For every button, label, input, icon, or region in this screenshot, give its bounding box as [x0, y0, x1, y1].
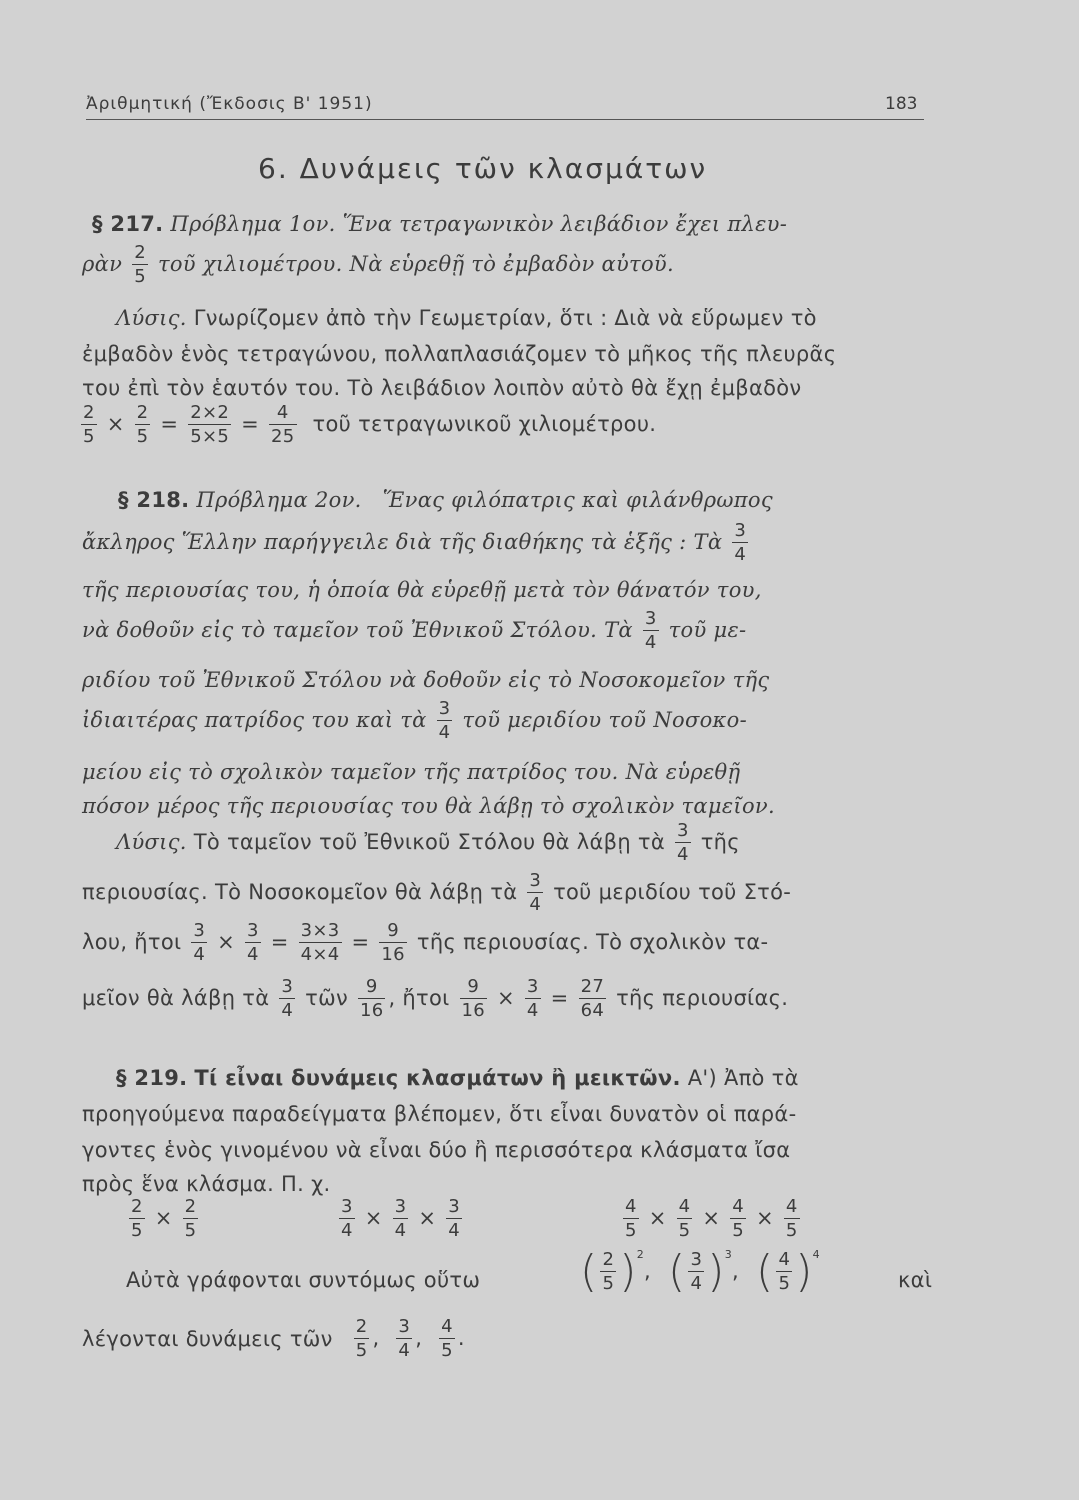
- fraction: $\frac{3}{4}$: [676, 820, 689, 865]
- running-header: Ἀριθμητική (Ἔκδοσις Β' 1951): [86, 94, 373, 114]
- fraction: $\frac{9}{16}$: [359, 976, 384, 1021]
- section-218-solution-4: μεῖον θὰ λάβῃ τὰ $\frac{3}{4}$ τῶν $\frac{9}{16}$ , ἤτοι $\frac{9}{16}$ × $\frac{3}{4}$ = $\frac{27}{64}$ τῆς περιουσίας.: [82, 976, 789, 1021]
- fraction: $\frac{3}{4}$: [193, 920, 206, 965]
- header-rule: [86, 119, 924, 120]
- fraction: $\frac{3}{4}$: [644, 608, 657, 653]
- fraction: $\frac{27}{64}$: [580, 976, 605, 1021]
- section-218-solution-3: λου, ἤτοι $\frac{3}{4}$ × $\frac{3}{4}$ = $\frac{3\times 3}{4\times 4}$ = $\frac{9}{16}$ τῆς περιουσίας. Τὸ σχολικὸν τα-: [82, 920, 769, 965]
- section-218-line-7: μείου εἰς τὸ σχολικὸν ταμεῖον τῆς πατρίδος του. Νὰ εὑρεθῇ: [82, 760, 741, 784]
- section-217-solution-3: του ἐπὶ τὸν ἑαυτόν του. Τὸ λειβάδιον λοιπὸν αὐτὸ θὰ ἔχῃ ἐμβαδὸν: [82, 376, 802, 400]
- fraction: $\frac{9}{16}$: [461, 976, 486, 1021]
- power-expressions: ( $\frac{2}{5}$ )$^2$, ( $\frac{3}{4}$ )$^3$, ( $\frac{4}{5}$ )$^4$: [580, 1246, 820, 1297]
- section-219-line-2: προηγούμενα παραδείγματα βλέπομεν, ὅτι εἶναι δυνατὸν οἱ παρά-: [82, 1102, 797, 1126]
- section-218-line-1: § 218. Πρόβλημα 2ον. Ἕνας φιλόπατρις καὶ φιλάνθρωπος: [118, 488, 773, 512]
- section-218-line-8: πόσον μέρος τῆς περιουσίας του θὰ λάβῃ τὸ σχολικὸν ταμεῖον.: [82, 794, 775, 818]
- section-number: § 217.: [92, 212, 164, 236]
- fraction: $\frac{2}{5}$: [83, 402, 95, 447]
- example-product-3: $\frac{4}{5}$ × $\frac{4}{5}$ × $\frac{4}{5}$ × $\frac{4}{5}$: [625, 1196, 798, 1241]
- section-217-solution-1: Λύσις. Γνωρίζομεν ἀπὸ τὴν Γεωμετρίαν, ὅτι : Διὰ νὰ εὕρωμεν τὸ: [116, 306, 817, 330]
- section-218-solution-1: Λύσις. Τὸ ταμεῖον τοῦ Ἐθνικοῦ Στόλου θὰ λάβῃ τὰ $\frac{3}{4}$ τῆς: [116, 820, 740, 865]
- problem-label: Πρόβλημα 2ον.: [196, 488, 362, 512]
- section-218-line-5: ριδίου τοῦ Ἐθνικοῦ Στόλου νὰ δοθοῦν εἰς τὸ Νοσοκομεῖον τῆς: [82, 668, 770, 692]
- solution-label: Λύσις.: [116, 306, 187, 330]
- chapter-title: 6. Δυνάμεις τῶν κλασμάτων: [258, 152, 708, 185]
- fraction: $\frac{4}{25}$: [271, 402, 295, 447]
- section-217-line-1: [92, 212, 787, 236]
- section-218-line-2: ἄκληρος Ἕλλην παρήγγειλε διὰ τῆς διαθήκης τὰ ἑξῆς : Τὰ $\frac{3}{4}$: [82, 520, 747, 565]
- problem-label: Πρόβλημα 1ον.: [170, 212, 336, 236]
- section-number: § 219.: [116, 1066, 188, 1090]
- fraction: $\frac{3}{4}$: [438, 698, 451, 743]
- exponent: 2: [636, 1248, 645, 1261]
- section-219-line-5: Αὐτὰ γράφονται συντόμως οὕτω: [126, 1268, 481, 1292]
- fraction: $\frac{2}{5}$: [134, 242, 146, 287]
- exponent: 3: [724, 1248, 732, 1261]
- section-219-line-4: πρὸς ἕνα κλάσμα. Π. χ.: [82, 1172, 331, 1196]
- section-219-line-3: γοντες ἑνὸς γινομένου νὰ εἶναι δύο ἢ περισσότερα κλάσματα ἴσα: [82, 1138, 791, 1162]
- solution-label: Λύσις.: [116, 830, 187, 854]
- section-218-line-6: ἰδιαιτέρας πατρίδος του καὶ τὰ $\frac{3}{4}$ τοῦ μεριδίου τοῦ Νοσοκο-: [82, 698, 747, 743]
- example-product-2: $\frac{3}{4}$ × $\frac{3}{4}$ × $\frac{3}{4}$: [341, 1196, 461, 1241]
- fraction: $\frac{3\times 3}{4\times 4}$: [300, 920, 340, 965]
- fraction: $\frac{3}{4}$: [281, 976, 294, 1021]
- section-219-line-6: λέγονται δυνάμεις τῶν $\frac{2}{5}$ , $\frac{3}{4}$ , $\frac{4}{5}$ .: [82, 1316, 465, 1361]
- fraction: $\frac{3}{4}$: [734, 520, 747, 565]
- section-217-solution-2: ἐμβαδὸν ἑνὸς τετραγώνου, πολλαπλασιάζομεν τὸ μῆκος τῆς πλευρᾶς: [82, 342, 837, 366]
- page-number: 183: [885, 94, 918, 114]
- section-218-line-4: νὰ δοθοῦν εἰς τὸ ταμεῖον τοῦ Ἐθνικοῦ Στόλου. Τὰ $\frac{3}{4}$ τοῦ με-: [82, 608, 747, 653]
- fraction: $\frac{9}{16}$: [381, 920, 405, 965]
- fraction: $\frac{3}{4}$: [529, 870, 542, 915]
- example-product-1: $\frac{2}{5}$ × $\frac{2}{5}$: [131, 1196, 197, 1241]
- section-219-line-5-end: καὶ: [898, 1268, 933, 1292]
- fraction: $\frac{3}{4}$: [526, 976, 539, 1021]
- section-219-line-1: § 219. Τί εἶναι δυνάμεις κλασμάτων ἢ μεικτῶν. Α') Ἀπὸ τὰ: [116, 1066, 799, 1090]
- fraction: $\frac{2}{5}$: [136, 402, 149, 447]
- fraction: $\frac{2\times 2}{5\times 5}$: [190, 402, 230, 447]
- section-number: § 218.: [118, 488, 190, 512]
- section-217-equation: $\frac{2}{5}$ × $\frac{2}{5}$ = $\frac{2\times 2}{5\times 5}$ = $\frac{4}{25}$ τοῦ τετραγωνικοῦ χιλιομέτρου.: [83, 402, 657, 447]
- section-218-line-3: τῆς περιουσίας του, ἡ ὁποία θὰ εὑρεθῇ μετὰ τὸν θάνατόν του,: [82, 578, 762, 602]
- exponent: 4: [812, 1248, 820, 1261]
- section-218-solution-2: περιουσίας. Τὸ Νοσοκομεῖον θὰ λάβῃ τὰ $\frac{3}{4}$ τοῦ μεριδίου τοῦ Στό-: [82, 870, 792, 915]
- problem-text: Ἕνα τετραγωνικὸν λειβάδιον ἔχει πλευ-: [342, 212, 788, 236]
- fraction: $\frac{3}{4}$: [247, 920, 259, 965]
- section-heading: Τί εἶναι δυνάμεις κλασμάτων ἢ μεικτῶν.: [194, 1066, 681, 1090]
- section-217-line-2: ρὰν $\frac{2}{5}$ τοῦ χιλιομέτρου. Νὰ εὑρεθῇ τὸ ἐμβαδὸν αὐτοῦ.: [82, 242, 674, 287]
